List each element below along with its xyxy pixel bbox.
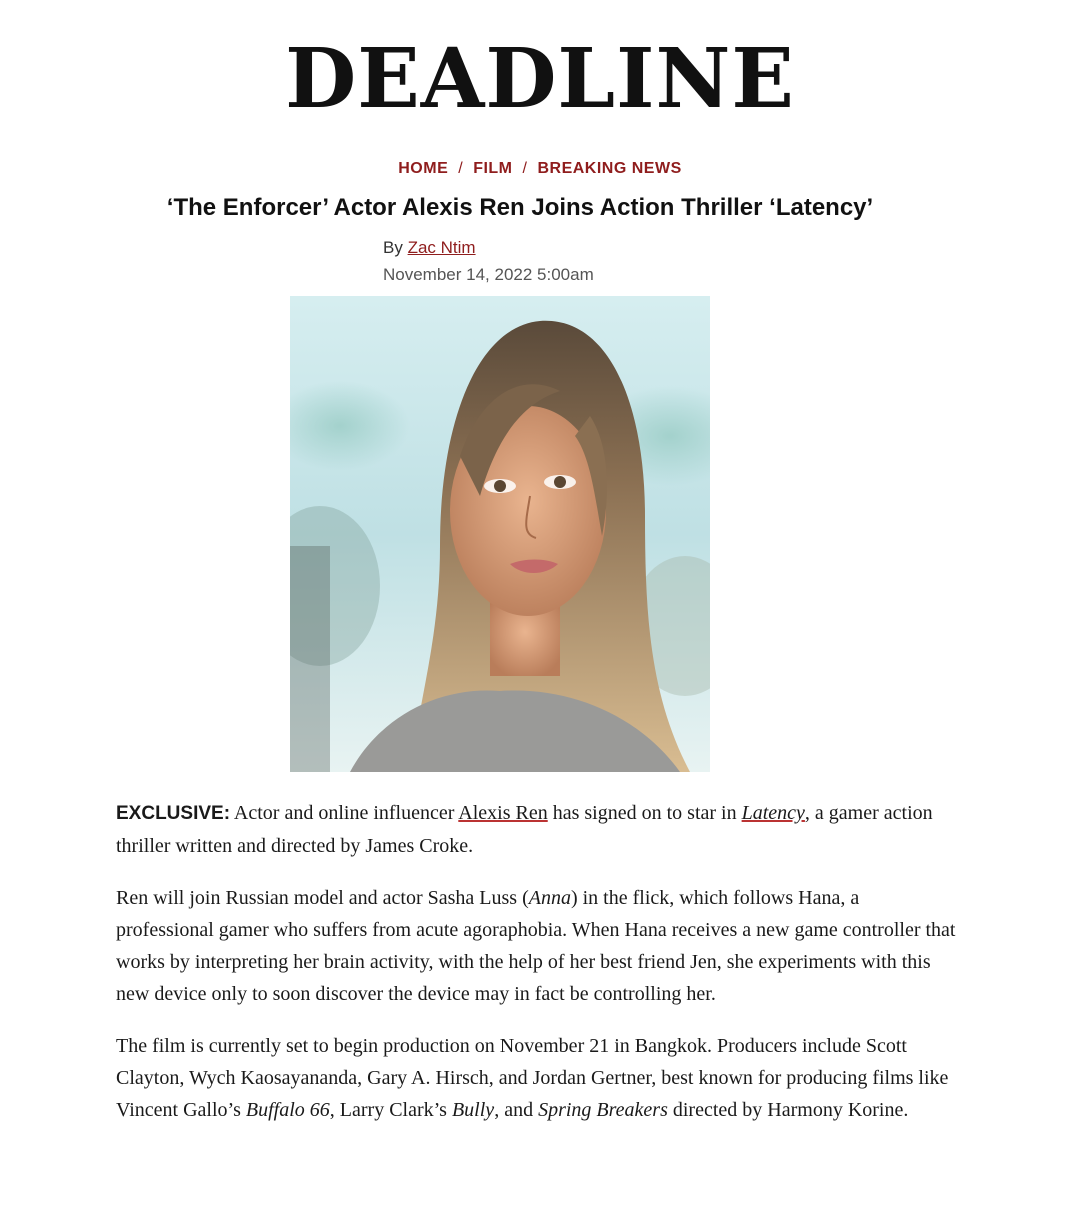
article-paragraph	[116, 1030, 956, 1126]
site-logo[interactable]: DEADLINE	[285, 31, 795, 127]
latency-link[interactable]	[742, 802, 805, 824]
breadcrumb-film[interactable]: FILM	[473, 160, 513, 177]
paragraph-text: Actor and online influencer	[230, 802, 459, 824]
article-body	[116, 797, 956, 1146]
paragraph-text: , and	[494, 1099, 539, 1121]
film-title: Buffalo 66	[245, 1099, 330, 1121]
breadcrumb-home[interactable]: HOME	[398, 160, 449, 177]
paragraph-text: , Larry Clark’s	[329, 1099, 452, 1121]
article-paragraph	[116, 797, 956, 862]
byline-prefix: By	[383, 238, 403, 257]
paragraph-text: Ren will join Russian model and actor Sasha Luss (	[116, 887, 529, 909]
author-link[interactable]: Zac Ntim	[407, 238, 476, 257]
breadcrumb-breaking-news[interactable]: BREAKING NEWS	[537, 160, 682, 177]
paragraph-text: has signed on to star in	[547, 802, 742, 824]
paragraph-text: ) in the flick, which follows Hana, a professional gamer who suffers from acute agoraphobia. When Hana receives a new game controller that works by interpreting her brain activity, with the help of her best friend Jen, she experiments with this new device only to soon discover the device may in fact be controlling her.	[116, 887, 956, 1005]
film-title: Anna	[528, 887, 571, 909]
breadcrumb	[0, 160, 1080, 178]
portrait-photo	[290, 296, 710, 772]
alexis-ren-link[interactable]: Alexis Ren	[458, 802, 548, 824]
breadcrumb-separator: /	[458, 160, 464, 177]
paragraph-text: , a gamer action thriller written and directed by James Croke.	[116, 802, 933, 857]
exclusive-label: EXCLUSIVE:	[116, 803, 231, 824]
film-title: Bully	[451, 1099, 495, 1121]
paragraph-text: The film is currently set to begin production on November 21 in Bangkok. Producers include Scott Clayton, Wych Kaosayananda, Gary A. Hirsch, and Jordan Gertner, best known for producing films like Vincent Gallo’s	[116, 1035, 949, 1121]
latency-title: Latency	[741, 802, 805, 824]
film-title: Spring Breakers	[538, 1099, 668, 1121]
breadcrumb-separator: /	[522, 160, 528, 177]
article-headline: ‘The Enforcer’ Actor Alexis Ren Joins Action Thriller ‘Latency’	[166, 194, 874, 221]
article-paragraph	[116, 882, 956, 1010]
byline	[383, 238, 476, 258]
publish-date: November 14, 2022 5:00am	[383, 265, 594, 284]
paragraph-text: directed by Harmony Korine.	[667, 1099, 909, 1121]
